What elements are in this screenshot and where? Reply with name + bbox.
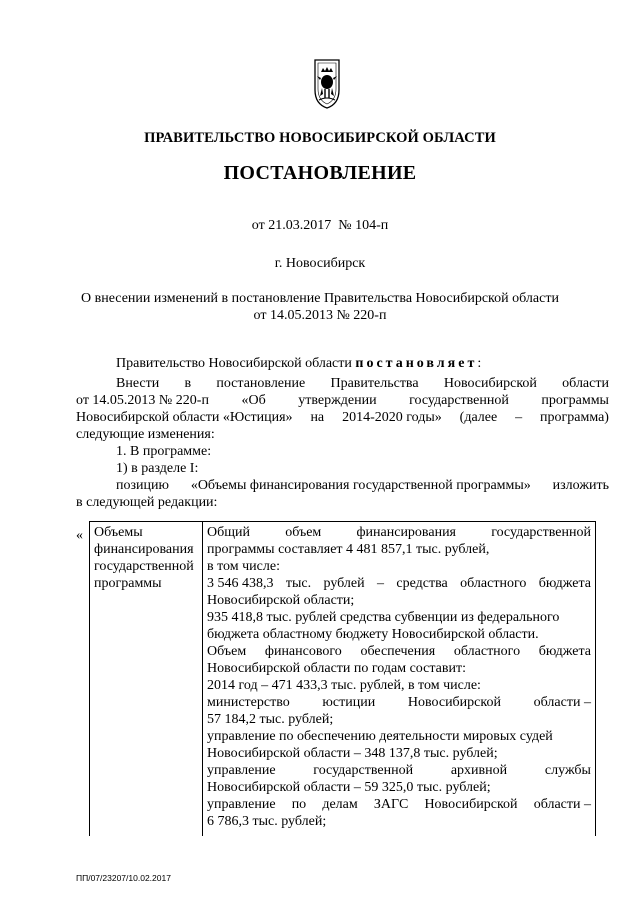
word: программы xyxy=(541,393,609,408)
word: изложить xyxy=(552,478,609,493)
amendment-items xyxy=(76,443,609,511)
table-label-cell xyxy=(90,522,203,837)
preamble-verb: постановляет xyxy=(355,356,478,371)
document-number: 104-п xyxy=(355,218,389,233)
document-footer-code: ПП/07/23207/10.02.2017 xyxy=(76,873,171,883)
government-name: ПРАВИТЕЛЬСТВО НОВОСИБИРСКОЙ ОБЛАСТИ xyxy=(144,130,496,146)
word: на xyxy=(310,410,325,425)
word: 3 546 438,3 xyxy=(207,576,274,591)
document-type: ПОСТАНОВЛЕНИЕ xyxy=(223,162,417,184)
subject-line: О внесении изменений в постановление Правительства Новосибирской области xyxy=(81,291,559,306)
content-line: бюджета областному бюджету Новосибирской области. xyxy=(207,627,539,642)
content-line: 6 786,3 тыс. рублей; xyxy=(207,814,327,829)
word: (далее xyxy=(459,410,498,425)
word: службы xyxy=(544,763,591,778)
city: г. Новосибирск xyxy=(274,256,366,271)
paragraph-line: следующие изменения: xyxy=(76,427,215,442)
word: «Об xyxy=(241,393,266,408)
word: государственной xyxy=(409,393,509,408)
financing-table xyxy=(89,521,596,836)
word: архивной xyxy=(450,763,508,778)
word: государственной xyxy=(491,525,591,540)
content-line: управление по обеспечению деятельности мировых судей xyxy=(207,729,553,744)
content-line: 57 184,2 тыс. рублей; xyxy=(207,712,334,727)
word: Правительства xyxy=(330,376,419,391)
word: 2014-2020 годы» xyxy=(342,410,442,425)
item-1: 1. В программе: xyxy=(116,444,212,459)
word: утверждении xyxy=(298,393,377,408)
date-prefix: от xyxy=(251,218,265,233)
item-1-1: 1) в разделе I: xyxy=(116,461,199,476)
content-line: Новосибирской области – 59 325,0 тыс. рублей; xyxy=(207,780,491,795)
word: Новосибирской xyxy=(443,376,537,391)
word: области xyxy=(562,376,609,391)
word: по xyxy=(291,797,307,812)
content-line: программы составляет 4 481 857,1 тыс. рублей, xyxy=(207,542,490,557)
word: Объем xyxy=(207,644,247,659)
word: ЗАГС xyxy=(373,797,409,812)
word: рублей xyxy=(323,576,365,591)
word: тыс. xyxy=(285,576,312,591)
word: области – xyxy=(533,797,591,812)
word: позицию xyxy=(116,478,169,493)
content-line: Новосибирской области – 348 137,8 тыс. рублей; xyxy=(207,746,498,761)
content-line: Новосибирской области по годам составит: xyxy=(207,661,466,676)
coat-of-arms-emblem xyxy=(313,58,341,110)
word: «Объемы финансирования государственной программы» xyxy=(190,478,531,493)
preamble-end: : xyxy=(477,356,482,371)
word: постановление xyxy=(216,376,306,391)
document-subject xyxy=(60,290,580,324)
word: юстиции xyxy=(322,695,376,710)
item-line: в следующей редакции: xyxy=(76,495,218,510)
table-row xyxy=(90,522,596,837)
paragraph-1 xyxy=(76,375,609,443)
word: бюджета xyxy=(538,576,591,591)
content-line: в том числе: xyxy=(207,559,280,574)
word: Новосибирской xyxy=(407,695,501,710)
word: объем xyxy=(285,525,322,540)
word: Новосибирской области «Юстиция» xyxy=(76,410,293,425)
word: обеспечения xyxy=(360,644,436,659)
table-content-cell xyxy=(203,522,596,837)
word: управление xyxy=(207,763,276,778)
word: в xyxy=(184,376,192,391)
word: управление xyxy=(207,797,276,812)
subject-line: от 14.05.2013 № 220-п xyxy=(253,308,387,323)
word: Общий xyxy=(207,525,250,540)
word: областного xyxy=(460,576,527,591)
content-line: 935 418,8 тыс. рублей средства субвенции из федерального xyxy=(207,610,560,625)
word: делам xyxy=(322,797,358,812)
word: средства xyxy=(396,576,448,591)
word: министерство xyxy=(207,695,290,710)
opening-quote: « xyxy=(76,528,83,543)
word: области – xyxy=(533,695,591,710)
word: областного xyxy=(453,644,521,659)
word: – xyxy=(515,410,523,425)
content-line: 2014 год – 471 433,3 тыс. рублей, в том числе: xyxy=(207,678,481,693)
word: Внести xyxy=(116,376,160,391)
date-number-line xyxy=(0,218,640,234)
label-line: государственной xyxy=(94,559,194,574)
preamble-start: Правительство Новосибирской области xyxy=(116,356,352,371)
content-line: Новосибирской области; xyxy=(207,593,355,608)
word: финансового xyxy=(264,644,342,659)
word: бюджета xyxy=(538,644,591,659)
label-line: программы xyxy=(94,576,162,591)
label-line: Объемы xyxy=(94,525,143,540)
document-date: 21.03.2017 xyxy=(268,218,332,233)
word: государственной xyxy=(313,763,414,778)
word: – xyxy=(377,576,385,591)
number-sign: № xyxy=(338,218,352,233)
preamble xyxy=(76,355,609,372)
word: Новосибирской xyxy=(424,797,518,812)
word: финансирования xyxy=(356,525,456,540)
word: программа) xyxy=(540,410,609,425)
label-line: финансирования xyxy=(94,542,194,557)
word: от 14.05.2013 № 220-п xyxy=(76,393,209,408)
